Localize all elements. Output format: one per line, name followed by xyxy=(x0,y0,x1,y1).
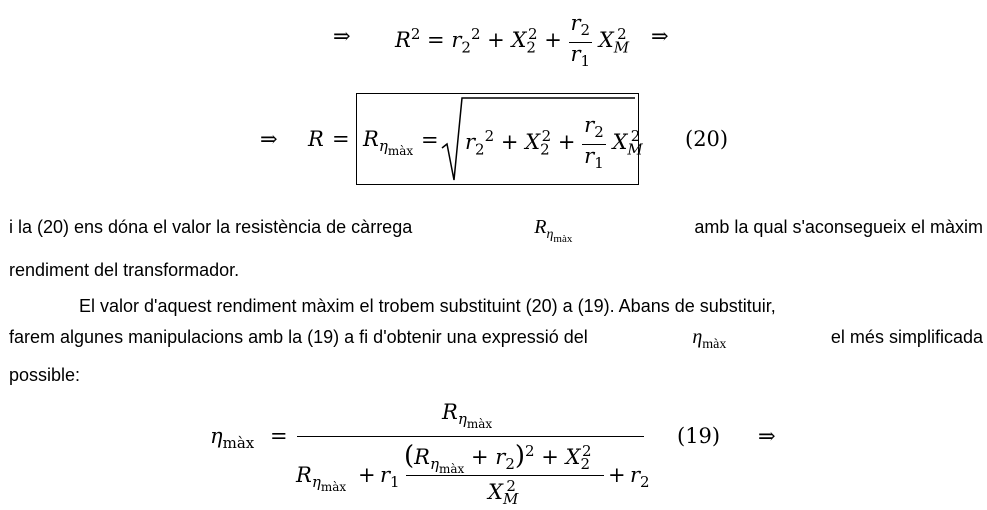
subscript: màx xyxy=(387,144,414,159)
symbol-X2: X xyxy=(511,28,527,53)
eta-max-lhs xyxy=(210,424,254,452)
text-segment: el més simplificada xyxy=(830,327,983,347)
plus-sign: + xyxy=(608,463,626,487)
fraction-r2-over-r1 xyxy=(582,114,606,175)
exponent: 2 xyxy=(484,127,495,146)
symbol-r1 xyxy=(380,463,400,491)
fraction-denominator xyxy=(569,43,593,73)
symbol-r2: r xyxy=(465,130,476,155)
paragraph-line xyxy=(9,322,983,360)
paragraph-load-resistance xyxy=(9,212,983,286)
exponent: 2 xyxy=(525,442,535,460)
symbol-r: r xyxy=(495,445,506,469)
subscript: màx xyxy=(222,434,255,453)
symbol-R: R xyxy=(414,445,430,469)
fraction-denominator xyxy=(582,145,606,175)
symbol-r: r xyxy=(584,144,595,169)
boxed-R-eta-max xyxy=(363,127,413,158)
equation-eta-max xyxy=(210,396,790,509)
equation-number: (19) xyxy=(677,424,721,448)
subscript: 2 xyxy=(640,473,650,492)
exponent: 2 xyxy=(541,127,552,146)
text-segment: El valor d'aquest rendiment màxim el trobem substituint (20) a (19). Abans de substituir, xyxy=(79,296,776,316)
paragraph-line: rendiment del transformador. xyxy=(9,259,240,280)
symbol-r: r xyxy=(630,463,641,487)
symbol-X2: X xyxy=(565,445,581,469)
plus-sign: + xyxy=(500,130,519,155)
symbol-XM: X xyxy=(598,28,614,53)
subscript: màx xyxy=(466,417,493,432)
paragraph-line: possible: xyxy=(9,365,81,385)
exponent: 2 xyxy=(410,25,421,44)
equation-number: (20) xyxy=(685,127,729,151)
plus-sign: + xyxy=(358,463,376,487)
equals-sign: = xyxy=(427,28,445,53)
radicand xyxy=(465,113,643,175)
text-segment: farem algunes manipulacions amb la (19) a fi d'obtenir una expressió del xyxy=(9,327,588,347)
den-R-eta-max xyxy=(296,463,346,494)
text-segment: amb la qual s'aconsegueix el màxim xyxy=(694,217,983,237)
symbol-r: r xyxy=(570,11,581,35)
symbol-r: r xyxy=(570,42,581,67)
fraction-numerator xyxy=(569,12,593,43)
subscript: 1 xyxy=(594,154,604,173)
subscript xyxy=(378,137,414,159)
inner-numerator xyxy=(404,441,592,476)
subscript: 1 xyxy=(390,473,400,492)
subscript: M xyxy=(627,140,643,159)
exponent: 2 xyxy=(506,477,516,495)
plus-sign: + xyxy=(557,130,576,155)
symbol-R: R xyxy=(442,400,458,424)
symbol-X: X xyxy=(488,480,503,504)
implies-arrow-left: ⇒ xyxy=(333,24,351,48)
plus-sign: + xyxy=(470,445,489,469)
symbol-R: R xyxy=(534,216,547,238)
symbol-XM: X xyxy=(612,130,628,155)
subscript: màx xyxy=(553,232,573,245)
implies-arrow: ⇒ xyxy=(758,424,776,448)
fraction-numerator xyxy=(582,114,606,145)
eta-symbol: η xyxy=(692,326,703,348)
inline-eta-max xyxy=(692,322,726,360)
subscript: 2 xyxy=(594,123,604,142)
paragraph-line xyxy=(9,212,983,255)
implies-arrow: ⇒ xyxy=(260,127,278,151)
subscript: 2 xyxy=(540,140,550,159)
plus-sign: + xyxy=(487,28,505,53)
symbol-R: R xyxy=(395,28,411,53)
subscript: 2 xyxy=(461,38,471,57)
subscript: màx xyxy=(438,462,465,477)
symbol-R: R xyxy=(363,127,379,151)
close-paren: ) xyxy=(514,441,526,471)
paragraph-line xyxy=(9,291,983,322)
subscript: 2 xyxy=(580,455,591,474)
subscript: màx xyxy=(702,337,727,352)
subscript xyxy=(311,473,347,495)
plus-sign: + xyxy=(544,28,562,53)
exponent: 2 xyxy=(617,25,627,44)
subscript: M xyxy=(502,490,519,509)
subscript: M xyxy=(613,38,630,57)
exponent: 2 xyxy=(470,25,481,44)
eta-symbol: η xyxy=(546,227,554,242)
symbol-r2 xyxy=(630,463,650,491)
fraction-r2-over-r1 xyxy=(569,12,593,73)
symbol-R: R xyxy=(308,127,324,151)
equation-r-max xyxy=(260,93,740,187)
subscript: 1 xyxy=(580,52,591,71)
eta-symbol: η xyxy=(429,455,439,474)
subscript: 2 xyxy=(505,455,515,474)
symbol-r: r xyxy=(584,113,595,137)
exponent: 2 xyxy=(630,127,641,146)
inner-denominator xyxy=(488,477,519,509)
subscript xyxy=(429,455,465,477)
exponent: 2 xyxy=(582,442,592,460)
symbol-r2: r xyxy=(451,28,462,53)
eta-symbol: η xyxy=(457,410,467,429)
symbol-r: r xyxy=(380,463,391,487)
subscript xyxy=(546,227,573,245)
open-paren: ( xyxy=(404,441,415,471)
eta-symbol: η xyxy=(378,137,388,156)
eta-symbol: η xyxy=(210,424,223,448)
equals-sign: = xyxy=(270,424,288,448)
equals-sign: = xyxy=(421,128,439,152)
inline-R-eta-max xyxy=(534,212,572,255)
inner-fraction-bar xyxy=(406,475,604,476)
exponent: 2 xyxy=(527,25,538,44)
eta-symbol: η xyxy=(311,473,321,492)
main-numerator xyxy=(442,400,492,431)
subscript: 2 xyxy=(475,140,485,159)
implies-arrow-right: ⇒ xyxy=(651,24,669,48)
paragraph-maximum-efficiency xyxy=(9,291,983,391)
plus-sign: + xyxy=(541,445,559,469)
eq1-body xyxy=(395,11,630,73)
fraction-bar xyxy=(297,436,644,437)
subscript xyxy=(457,410,493,432)
subscript: 2 xyxy=(526,38,536,57)
subscript: 2 xyxy=(580,21,591,40)
symbol-X2: X xyxy=(525,130,541,155)
boxed-result xyxy=(356,93,643,185)
subscript: màx xyxy=(320,480,347,495)
equals-sign: = xyxy=(332,127,350,151)
symbol-R: R xyxy=(296,463,312,487)
text-segment: i la (20) ens dóna el valor la resistència de càrrega xyxy=(9,217,413,237)
